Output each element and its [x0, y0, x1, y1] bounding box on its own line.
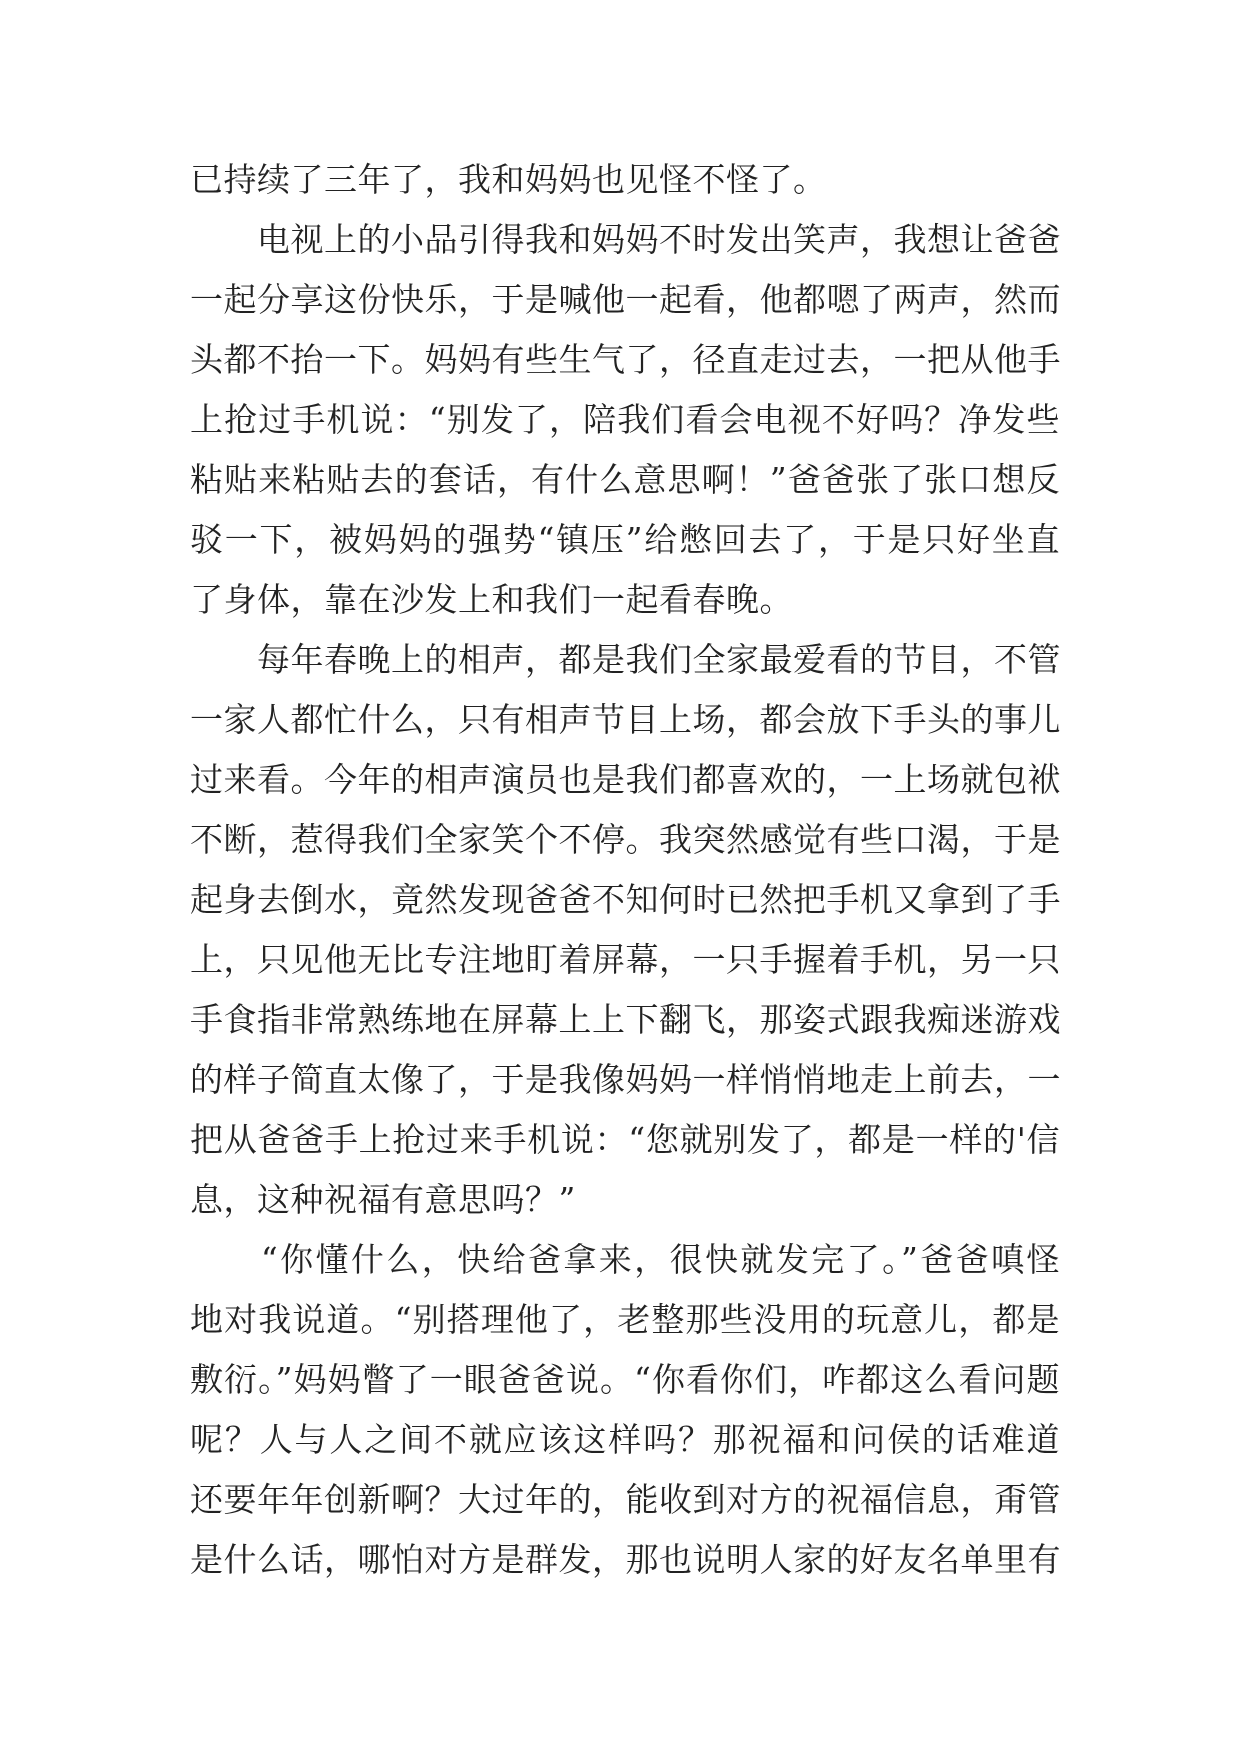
text-line: 息，这种祝福有意思吗？”: [190, 1180, 576, 1219]
text-line: 已持续了三年了，我和妈妈也见怪不怪了。: [190, 160, 827, 199]
text-line: 了身体，靠在沙发上和我们一起看春晚。: [190, 580, 793, 619]
text-line: 上，只见他无比专注地盯着屏幕，一只手握着手机，另一只: [190, 940, 1061, 979]
text-line: “你懂什么，快给爸拿来，很快就发完了。”爸爸嗔怪: [190, 1240, 1060, 1279]
text-line: 呢？人与人之间不就应该这样吗？那祝福和问侯的话难道: [190, 1420, 1060, 1459]
text-line: 起身去倒水，竟然发现爸爸不知何时已然把手机又拿到了手: [190, 880, 1061, 919]
body-text: [190, 150, 1060, 1590]
text-line: 是什么话，哪怕对方是群发，那也说明人家的好友名单里有: [190, 1540, 1061, 1579]
text-line: 手食指非常熟练地在屏幕上上下翻飞，那姿式跟我痴迷游戏: [190, 1000, 1061, 1039]
text-line: 每年春晚上的相声，都是我们全家最爱看的节目，不管: [190, 640, 1061, 679]
text-line: 电视上的小品引得我和妈妈不时发出笑声，我想让爸爸: [190, 220, 1061, 259]
text-line: 驳一下，被妈妈的强势“镇压”给憋回去了，于是只好坐直: [190, 520, 1060, 559]
text-line: 粘贴来粘贴去的套话，有什么意思啊！”爸爸张了张口想反: [190, 460, 1060, 499]
text-line: 不断，惹得我们全家笑个不停。我突然感觉有些口渴，于是: [190, 820, 1061, 859]
text-line: 地对我说道。“别搭理他了，老整那些没用的玩意儿，都是: [190, 1300, 1060, 1339]
text-line: 过来看。今年的相声演员也是我们都喜欢的，一上场就包袱: [190, 760, 1061, 799]
text-line: 一家人都忙什么，只有相声节目上场，都会放下手头的事儿: [190, 700, 1061, 739]
text-line: 敷衍。”妈妈瞥了一眼爸爸说。“你看你们，咋都这么看问题: [190, 1360, 1060, 1399]
text-line: 还要年年创新啊？大过年的，能收到对方的祝福信息，甭管: [190, 1480, 1061, 1519]
text-line: 一起分享这份快乐，于是喊他一起看，他都嗯了两声，然而: [190, 280, 1061, 319]
text-line: 头都不抬一下。妈妈有些生气了，径直走过去，一把从他手: [190, 340, 1061, 379]
text-line: 把从爸爸手上抢过来手机说：“您就别发了，都是一样的'信: [190, 1120, 1060, 1159]
text-line: 的样子简直太像了，于是我像妈妈一样悄悄地走上前去，一: [190, 1060, 1061, 1099]
text-line: 上抢过手机说：“别发了，陪我们看会电视不好吗？净发些: [190, 400, 1060, 439]
